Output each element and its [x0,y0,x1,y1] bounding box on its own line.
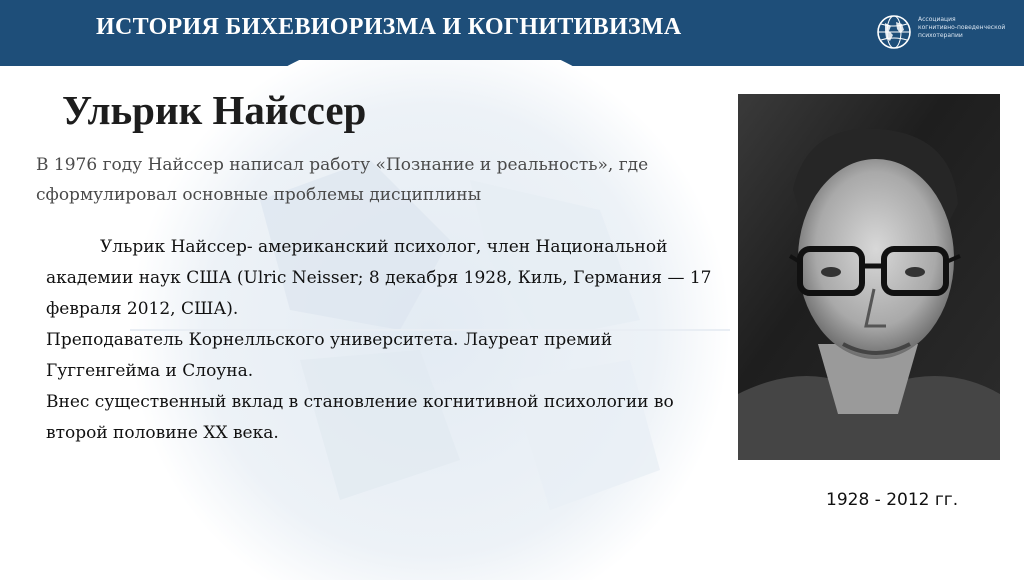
photo-caption: 1928 - 2012 гг. [826,490,959,510]
globe-icon [876,14,912,50]
bio-paragraph: Внес существенный вклад в становление когнитивной психологии во второй половине XX века. [46,392,674,443]
logo-text [918,16,1014,40]
portrait-photo [738,94,1000,460]
header-title: ИСТОРИЯ БИХЕВИОРИЗМА И КОГНИТИВИЗМА [96,14,682,40]
bio-paragraph: Преподаватель Корнелльского университета. Лауреат премий Гуггенгейма и Слоуна. [46,330,613,381]
logo-text-line: когнитивно-поведенческой [918,24,1006,31]
header-bar [0,0,1024,66]
intro-text: В 1976 году Найссер написал работу «Познание и реальность», где сформулировал основные проблемы дисциплины [36,155,649,205]
logo-text-line: Ассоциация [918,16,956,23]
bio-paragraph: Ульрик Найссер- американский психолог, член Национальной академии наук США (Ulric Neisser; 8 декабря 1928, Киль, Германия — 17 февраля 2012, США). [46,237,712,319]
biography [46,232,726,449]
logo-text-line: психотерапии [918,32,963,39]
page-title: Ульрик Найссер [62,87,367,133]
association-logo [876,12,1016,52]
